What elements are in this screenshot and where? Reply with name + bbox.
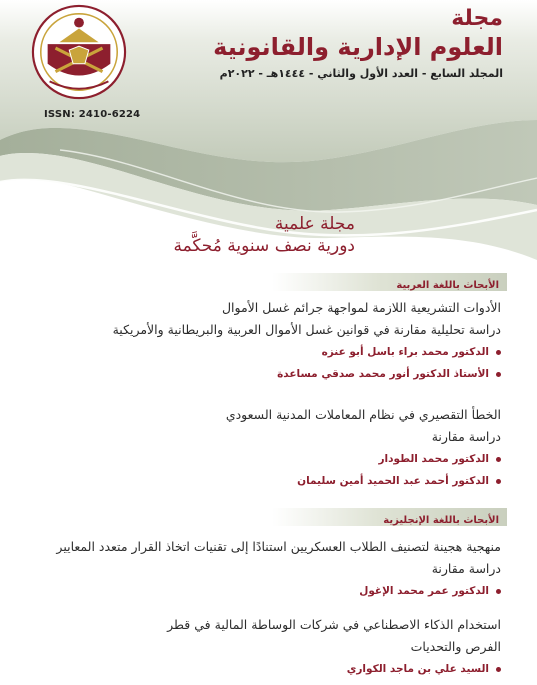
bullet-icon xyxy=(496,457,501,462)
paper-title-line: الفرص والتحديات xyxy=(410,639,501,654)
paper-title-line: دراسة مقارنة xyxy=(431,429,501,444)
journal-header xyxy=(143,6,503,82)
paper-entry xyxy=(31,614,501,680)
magazine-type-title: مجلة علمية xyxy=(274,214,355,234)
paper-title-line: الأدوات التشريعية اللازمة لمواجهة جرائم غسل الأموال xyxy=(221,300,501,315)
section-label: الأبحاث باللغة العربية xyxy=(396,280,499,291)
bullet-icon xyxy=(496,372,501,377)
section-label: الأبحاث باللغة الإنجليزية xyxy=(383,515,499,526)
author-name: الدكتور محمد الطودار xyxy=(378,453,489,465)
english-research-list-2 xyxy=(31,614,501,680)
magazine-type xyxy=(173,214,355,258)
author-name: الدكتور عمر محمد الإغول xyxy=(359,585,489,597)
paper-author xyxy=(31,658,501,680)
journal-word: مجلة xyxy=(451,6,503,31)
arabic-research-list-2 xyxy=(31,404,501,492)
magazine-type-subtitle: دورية نصف سنوية مُحكَّمة xyxy=(173,236,355,256)
paper-author xyxy=(31,363,501,385)
author-name: الدكتور أحمد عبد الحميد أمين سليمان xyxy=(297,475,489,487)
paper-title-line: منهجية هجينة لتصنيف الطلاب العسكريين استنادًا إلى تقنيات اتخاذ القرار متعدد المعايير xyxy=(56,539,501,554)
english-research-list xyxy=(31,536,501,602)
journal-name: العلوم الإدارية والقانونية xyxy=(213,33,503,61)
author-name: السيد علي بن ماجد الكواري xyxy=(346,663,489,675)
paper-title-line: الخطأ التقصيري في نظام المعاملات المدنية السعودي xyxy=(225,407,501,422)
bullet-icon xyxy=(496,479,501,484)
paper-title-line: دراسة مقارنة xyxy=(431,561,501,576)
paper-title-line: استخدام الذكاء الاصطناعي في شركات الوساطة المالية في قطر xyxy=(167,617,501,632)
author-name: الدكتور محمد براء باسل أبو عنزه xyxy=(321,346,489,358)
bullet-icon xyxy=(496,589,501,594)
volume-issue-line: المجلد السابع - العدد الأول والثاني - ١٤٤٤هـ - ٢٠٢٢م xyxy=(219,67,503,80)
paper-author xyxy=(31,580,501,602)
bullet-icon xyxy=(496,350,501,355)
paper-title-line: دراسة تحليلية مقارنة في قوانين غسل الأموال العربية والبريطانية والأمريكية xyxy=(112,322,501,337)
paper-author xyxy=(31,470,501,492)
bullet-icon xyxy=(496,667,501,672)
issn-number: ISSN: 2410-6224 xyxy=(44,109,141,120)
english-research-section-header xyxy=(272,508,507,526)
author-name: الأستاذ الدكتور أنور محمد صدقي مساعدة xyxy=(277,368,489,380)
paper-entry xyxy=(31,404,501,492)
college-emblem-logo xyxy=(30,3,128,101)
arabic-research-list xyxy=(31,297,501,385)
paper-entry xyxy=(31,297,501,385)
paper-author xyxy=(31,341,501,363)
paper-author xyxy=(31,448,501,470)
paper-entry xyxy=(31,536,501,602)
arabic-research-section-header xyxy=(272,273,507,291)
